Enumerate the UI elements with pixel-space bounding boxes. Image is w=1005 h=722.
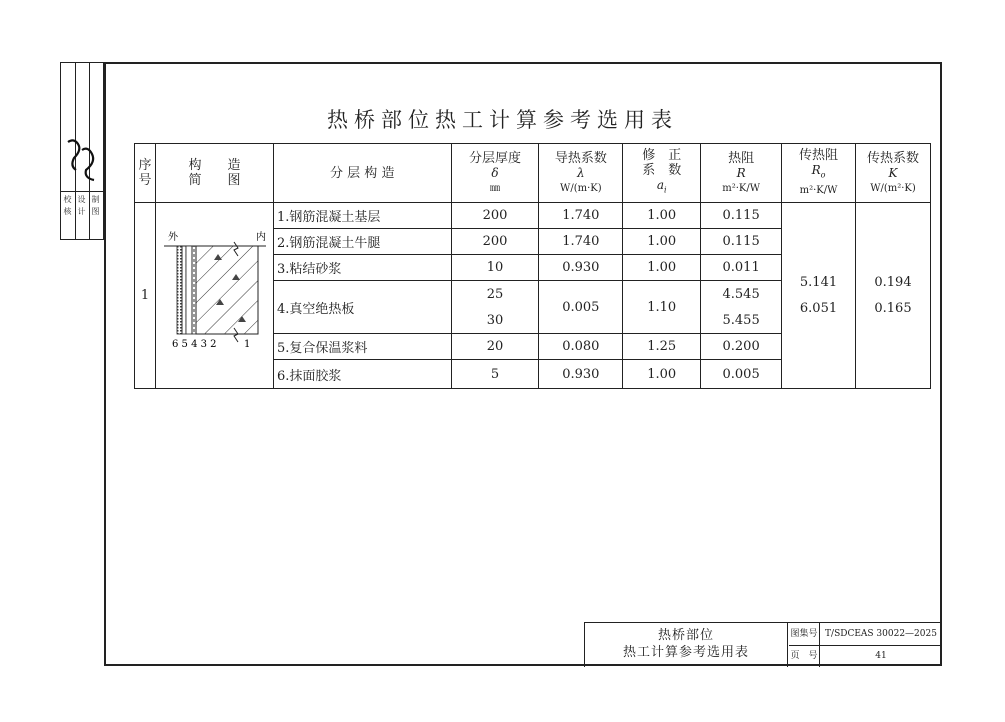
layer-name: 4.真空绝热板 <box>273 281 451 334</box>
table-header-row <box>135 144 931 203</box>
atlas-number: T/SDCEAS 30022—2025 <box>825 629 937 639</box>
layer-resistance: 0.011 <box>701 255 782 281</box>
wall-section-diagram <box>156 204 272 384</box>
page-number: 41 <box>875 651 887 661</box>
row-index: 1 <box>135 203 156 389</box>
layer-correction: 1.25 <box>623 334 701 360</box>
role-design: 设计 <box>77 195 86 219</box>
layer-thickness: 10 <box>451 255 539 281</box>
header-total-resistance: 传热阻 $R_o$ m²·K/W <box>782 144 856 203</box>
layer-thickness: 20 <box>451 334 539 360</box>
table-row <box>135 203 931 229</box>
layer-lambda: 0.080 <box>539 334 623 360</box>
signature-mark <box>64 136 100 186</box>
header-thickness: 分层厚度 δ ㎜ <box>451 144 539 203</box>
heat-transfer-coefficient: 0.194 0.165 <box>855 203 930 389</box>
layer-correction: 1.00 <box>623 360 701 389</box>
layer-thickness: 5 <box>451 360 539 389</box>
layer-lambda: 1.740 <box>539 203 623 229</box>
header-layers: 分 层 构 造 <box>273 144 451 203</box>
layer-name: 2.钢筋混凝土牛腿 <box>273 229 451 255</box>
layer-correction: 1.00 <box>623 203 701 229</box>
layer-correction: 1.00 <box>623 229 701 255</box>
header-correction: 修 正 系 数 $a_i$ <box>623 144 701 203</box>
total-resistance: 5.141 6.051 <box>782 203 856 389</box>
layer-lambda: 0.005 <box>539 281 623 334</box>
layer-resistance: 0.115 <box>701 203 782 229</box>
layer-lambda: 0.930 <box>539 255 623 281</box>
header-coefficient: 传热系数 K W/(m²·K) <box>855 144 930 203</box>
signature-divider <box>61 191 103 192</box>
atlas-label: 图集号 <box>789 623 820 645</box>
layer-correction: 1.10 <box>623 281 701 334</box>
layer-name: 5.复合保温浆料 <box>273 334 451 360</box>
layer-numbers-left: 6 5 4 3 2 <box>172 338 217 350</box>
role-draw: 制图 <box>91 195 100 219</box>
layer-name: 6.抹面胶浆 <box>273 360 451 389</box>
header-conductivity: 导热系数 λ W/(m·K) <box>539 144 623 203</box>
role-proofread: 校核 <box>63 195 72 219</box>
layer-resistance: 0.200 <box>701 334 782 360</box>
page-label: 页 号 <box>789 645 820 667</box>
layer-thickness: 200 <box>451 203 539 229</box>
layer-thickness: 25 30 <box>451 281 539 334</box>
layer-thickness: 200 <box>451 229 539 255</box>
thermal-table <box>134 143 931 389</box>
page-title: 热桥部位热工计算参考选用表 <box>327 108 678 132</box>
layer-name: 1.钢筋混凝土基层 <box>273 203 451 229</box>
layer-resistance: 0.115 <box>701 229 782 255</box>
layer-correction: 1.00 <box>623 255 701 281</box>
header-resistance: 热阻 R m²·K/W <box>701 144 782 203</box>
inside-label: 内 <box>256 231 267 243</box>
layer-resistance: 0.005 <box>701 360 782 389</box>
construction-diagram <box>155 203 273 389</box>
layer-lambda: 0.930 <box>539 360 623 389</box>
layer-number-right: 1 <box>244 338 251 350</box>
layer-resistance: 4.545 5.455 <box>701 281 782 334</box>
layer-name: 3.粘结砂浆 <box>273 255 451 281</box>
drawing-name: 热桥部位 热工计算参考选用表 <box>584 623 788 667</box>
title-block <box>584 622 942 667</box>
layer-lambda: 1.740 <box>539 229 623 255</box>
header-index: 序 号 <box>135 144 156 203</box>
header-diagram: 构 造 简 图 <box>155 144 273 203</box>
outside-label: 外 <box>168 231 179 243</box>
